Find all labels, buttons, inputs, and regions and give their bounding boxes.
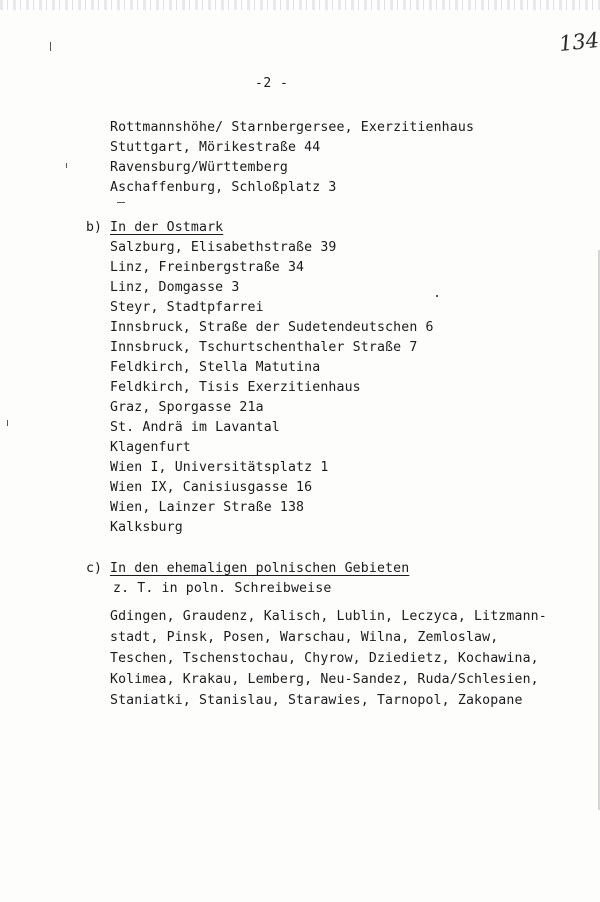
address-line: Aschaffenburg, Schloßplatz 3 bbox=[110, 180, 337, 195]
scan-top-edge bbox=[0, 0, 600, 10]
address-line: St. Andrä im Lavantal bbox=[110, 420, 280, 435]
place-list-line: Kolimea, Krakau, Lemberg, Neu-Sandez, Ruda/Schlesien, bbox=[110, 672, 539, 687]
address-line: Klagenfurt bbox=[110, 440, 191, 455]
address-line: Graz, Sporgasse 21a bbox=[110, 400, 264, 415]
address-line: Feldkirch, Stella Matutina bbox=[110, 360, 321, 375]
place-list-line: Teschen, Tschenstochau, Chyrow, Dziedietz, Kochawina, bbox=[110, 651, 539, 666]
section-b-label: b) bbox=[86, 220, 102, 235]
address-line: Stuttgart, Mörikestraße 44 bbox=[110, 140, 321, 155]
address-line: Ravensburg/Württemberg bbox=[110, 160, 288, 175]
address-line: Steyr, Stadtpfarrei bbox=[110, 300, 264, 315]
address-line: Wien I, Universitätsplatz 1 bbox=[110, 460, 329, 475]
place-list-line: stadt, Pinsk, Posen, Warschau, Wilna, Zemloslaw, bbox=[110, 630, 499, 645]
address-line: Linz, Freinbergstraße 34 bbox=[110, 260, 305, 275]
section-c-heading: In den ehemaligen polnischen Gebieten bbox=[110, 561, 410, 576]
scan-mark bbox=[50, 42, 51, 51]
place-list-line: Gdingen, Graudenz, Kalisch, Lublin, Leczyca, Litzmann- bbox=[110, 609, 547, 624]
folio-number: 134 bbox=[557, 27, 600, 57]
page-number: -2 - bbox=[255, 76, 289, 91]
address-line: Wien IX, Canisiusgasse 16 bbox=[110, 480, 313, 495]
address-line: Innsbruck, Straße der Sudetendeutschen 6 bbox=[110, 320, 434, 335]
section-b-heading: In der Ostmark bbox=[110, 220, 224, 235]
address-line: Rottmannshöhe/ Starnbergersee, Exerzitienhaus bbox=[110, 120, 475, 135]
address-line: Kalksburg bbox=[110, 520, 183, 535]
scan-mark bbox=[436, 295, 438, 297]
scan-mark bbox=[7, 420, 8, 426]
scan-mark bbox=[117, 202, 125, 203]
scan-mark bbox=[66, 163, 67, 168]
address-line: Innsbruck, Tschurtschenthaler Straße 7 bbox=[110, 340, 418, 355]
section-c-subheading: z. T. in poln. Schreibweise bbox=[113, 581, 332, 596]
address-line: Feldkirch, Tisis Exerzitienhaus bbox=[110, 380, 361, 395]
address-line: Wien, Lainzer Straße 138 bbox=[110, 500, 305, 515]
place-list-line: Staniatki, Stanislau, Starawies, Tarnopol, Zakopane bbox=[110, 693, 523, 708]
address-line: Salzburg, Elisabethstraße 39 bbox=[110, 240, 337, 255]
address-line: Linz, Domgasse 3 bbox=[110, 280, 240, 295]
section-c-label: c) bbox=[86, 561, 102, 576]
